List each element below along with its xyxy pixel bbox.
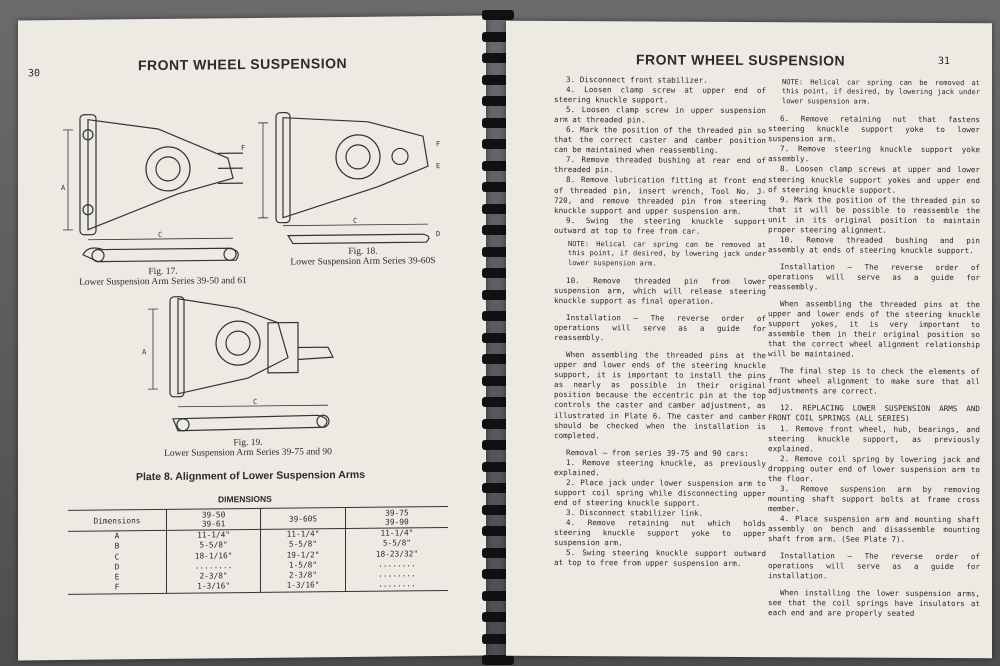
paragraph: 12. REPLACING LOWER SUSPENSION ARMS AND FRONT COIL SPRINGS (ALL SERIES) — [768, 403, 980, 424]
table-cell: 5-5/8" — [345, 538, 448, 549]
paragraph: 4. Loosen clamp screw at upper end of steering knuckle support. — [554, 85, 766, 105]
page-title: FRONT WHEEL SUSPENSION — [636, 51, 846, 69]
fig19-title: Lower Suspension Arm Series 39-75 and 90 — [164, 447, 332, 459]
right-page — [506, 21, 992, 659]
table-cell: B — [114, 541, 120, 551]
table-header: Dimensions — [93, 515, 141, 526]
paragraph: When assembling the threaded pins at the upper and lower ends of the steering knuckle support, it is important to install the pins as nearly as possible in their original position because the eccentric pin at the top controls the caster and camber adjustment, as illustrated in Plate 6. The caster and camber should be checked when the installation is completed. — [554, 350, 766, 440]
svg-text:F: F — [241, 144, 246, 153]
svg-text:C: C — [353, 216, 358, 225]
text-column-left — [554, 75, 766, 569]
paragraph: 10. Remove threaded bushing and pin assembly at ends of steering knuckle support. — [768, 234, 980, 256]
svg-text:F: F — [436, 140, 441, 149]
paragraph: When assembling the threaded pins at the upper and lower ends of the steering knuckle support yokes, it is very important to assemble them in their original position so that the correct wheel alignment relationship will be maintained. — [768, 299, 980, 359]
fig18-caption — [258, 246, 468, 268]
table-cell: 5-5/8" — [167, 540, 261, 551]
paragraph: 2. Place jack under lower suspension arm to support coil spring while disconnecting upper end of steering knuckle support. — [554, 477, 766, 508]
table-cell: 1-5/8" — [261, 560, 346, 571]
svg-text:A: A — [61, 183, 66, 193]
page-title: FRONT WHEEL SUSPENSION — [138, 55, 348, 74]
paragraph: 3. Disconnect front stabilizer. — [566, 75, 708, 85]
fig17-caption — [58, 266, 268, 288]
paragraph: When installing the lower suspension arms, see that the coil springs have insulators at each end and are properly seated — [768, 588, 980, 619]
paragraph: 1. Remove front wheel, hub, bearings, and steering knuckle support, as previously explained. — [768, 423, 980, 453]
fig18-label: Fig. 18. — [348, 246, 378, 257]
svg-text:C: C — [253, 397, 258, 406]
svg-text:D: D — [436, 230, 441, 239]
fig19-diagram — [138, 287, 358, 439]
table-cell: F — [114, 582, 120, 592]
fig19-label: Fig. 19. — [233, 437, 263, 449]
table-cell: 19-1/2" — [261, 550, 346, 561]
paragraph: 9. Swing the steering knuckle support outward at top to free from car. — [554, 215, 766, 236]
table-cell: D — [114, 562, 120, 572]
paragraph: 8. Loosen clamp screws at upper and lower steering knuckle support yokes and upper end of steering knuckle support. — [768, 164, 980, 195]
table-cell: 18-23/32" — [345, 549, 448, 560]
paragraph: 1. Remove steering knuckle, as previously explained. — [554, 457, 766, 477]
table-cell: 18-1/16" — [167, 551, 261, 562]
table-cell: 5-5/8" — [261, 539, 346, 550]
paragraph: NOTE: Helical car spring can be removed at this point, if desired, by lowering jack under lower suspension arm. — [782, 78, 980, 106]
fig17-diagram — [58, 98, 248, 270]
page-number: 31 — [938, 55, 951, 68]
paragraph: 3. Disconnect stabilizer link. — [566, 507, 704, 518]
table-cell: 1-3/16" — [167, 581, 261, 593]
binding-ring — [482, 10, 514, 20]
table-header: 39-60S — [261, 508, 346, 530]
paragraph: 5. Loosen clamp screw in upper suspension arm at threaded pin. — [554, 105, 766, 125]
svg-text:C: C — [158, 230, 163, 239]
paragraph: 9. Mark the position of the threaded pin so that it will be possible to reassemble the unit in its original position to maintain proper steering alignment. — [768, 194, 980, 235]
table-cell: 11-1/4" — [345, 527, 448, 539]
paragraph: 7. Remove steering knuckle support yoke assembly. — [768, 144, 980, 164]
paragraph: 3. Remove suspension arm by removing mounting shaft support bolts at frame cross member. — [768, 483, 980, 514]
table-cell: 11-1/4" — [167, 529, 261, 541]
table-cell: 2-3/8" — [261, 570, 346, 581]
plate-title: Plate 8. Alignment of Lower Suspension Arms — [136, 468, 366, 484]
paragraph: 5. Swing steering knuckle support outward at top to free from upper suspension arm. — [554, 548, 766, 569]
paragraph: Installation — The reverse order of operations will serve as a guide for reassembly. — [768, 262, 980, 292]
paragraph: 6. Remove retaining nut that fastens steering knuckle support yoke to lower suspension arm. — [768, 114, 980, 144]
paragraph: 8. Remove lubrication fitting at front end of threaded pin, insert wrench, Tool No. J-720, and remove threaded pin from steering knuckle support and upper suspension arm. — [554, 175, 766, 216]
fig19-caption — [138, 437, 358, 459]
paragraph: Installation — The reverse order of operations will serve as a guide for installation. — [768, 551, 980, 581]
paragraph: 4. Remove retaining nut which holds steering knuckle support yoke to upper suspension arm. — [554, 518, 766, 548]
table-body — [68, 527, 448, 594]
table-cell: A — [114, 531, 120, 541]
text-column-right — [768, 74, 980, 619]
table-cell: ........ — [345, 569, 448, 580]
fig17-label: Fig. 17. — [148, 266, 178, 278]
table-header: 39-75 39-90 — [345, 506, 448, 528]
left-page — [18, 16, 486, 661]
table-header: 39-50 39-61 — [167, 508, 261, 530]
fig18-diagram — [258, 96, 458, 248]
binding-ring — [482, 655, 514, 665]
table-cell: 2-3/8" — [167, 571, 261, 582]
paragraph: The final step is to check the elements of front wheel alignment to make sure that all adjustments are correct. — [768, 366, 980, 397]
table-cell: 11-1/4" — [261, 529, 346, 541]
paragraph: 7. Remove threaded bushing at rear end of threaded pin. — [554, 155, 766, 175]
dimensions-title: DIMENSIONS — [218, 493, 272, 505]
paragraph: 6. Mark the position of the threaded pin so that the correct caster and camber position can be maintained when reassembling. — [554, 125, 766, 156]
table-cell: ........ — [345, 579, 448, 591]
table-cell: E — [114, 572, 120, 582]
svg-text:E: E — [436, 162, 441, 171]
table-cell: 1-3/16" — [261, 581, 346, 593]
paragraph: 4. Place suspension arm and mounting shaft assembly on bench and disassemble mounting shaft from arm. (See Plate 7). — [768, 514, 980, 544]
table-cell: ........ — [345, 559, 448, 570]
paragraph: 10. Remove threaded pin from lower suspension arm, which will release steering knuckle support as final operation. — [554, 276, 766, 306]
paragraph: Installation — The reverse order of operations will serve as a guide for reassembly. — [554, 313, 766, 343]
paragraph: NOTE: Helical car spring can be removed at this point, if desired, by lowering jack under lower suspension arm. — [568, 239, 766, 268]
page-number: 30 — [28, 68, 41, 80]
svg-text:A: A — [142, 348, 147, 357]
dimensions-table — [68, 506, 448, 595]
paragraph: 2. Remove coil spring by lowering jack and dropping outer end of lower suspension arm to the floor. — [768, 453, 980, 484]
fig17-title: Lower Suspension Arm Series 39-50 and 61 — [79, 276, 247, 288]
table-cell: ........ — [167, 561, 261, 572]
paragraph: Removal — from series 39-75 and 90 cars: — [566, 447, 749, 458]
fig18-title: Lower Suspension Arm Series 39-60S — [290, 256, 436, 268]
table-cell: C — [114, 551, 120, 562]
